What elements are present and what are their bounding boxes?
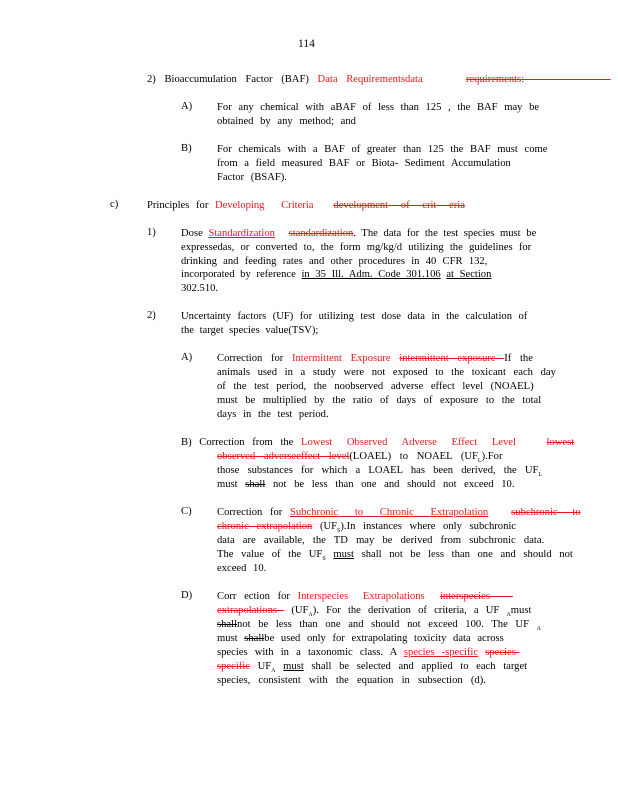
- c2b-line-4: [217, 478, 514, 492]
- c2d-subscript-2: A: [506, 612, 511, 619]
- c2d-line-4: [217, 632, 504, 646]
- c2b-deleted-4: shall: [245, 479, 266, 490]
- c2c-text-4a: The value of the UF: [217, 549, 323, 560]
- c2c-line-4: [217, 548, 573, 567]
- c2a-text-b: If the: [504, 353, 533, 364]
- c2c-line-1: [217, 506, 581, 520]
- c2d-text-2d: must: [510, 605, 532, 616]
- c2b-subscript: L: [477, 458, 482, 465]
- c2c-text-2c: ).In instances where only subchronic: [340, 521, 517, 532]
- c2d-text-4a: must: [217, 633, 238, 644]
- c1-line-4-b: at Section: [446, 269, 492, 280]
- c2b-text-2c: ).For: [481, 451, 503, 462]
- c2a-line-1: [217, 352, 533, 366]
- c1-text-a: Dose: [181, 228, 203, 239]
- c2d-text-5a: species with in a taxonomic class. A: [217, 647, 397, 658]
- c2d-line-1: [217, 590, 513, 604]
- c2c-inserted: Subchronic to Chronic Extrapolation: [289, 507, 489, 518]
- c2a-inserted: Intermittent Exposure: [291, 353, 391, 364]
- c2d-deleted-6: specific: [217, 661, 250, 672]
- c2b-text-3: those substances for which a LOAEL has been derived, the UF: [217, 465, 539, 476]
- c2d-text-4b: be used only for extrapolating toxicity data across: [264, 633, 504, 644]
- c2b-deleted-2: observed adverseeffect level: [217, 451, 350, 462]
- page-number: 114: [298, 38, 315, 50]
- c2a-line-2: animals used in a study were not exposed to the toxicant each day: [217, 367, 556, 378]
- c2c-marker: C): [181, 506, 192, 517]
- item-2a-line-1: For any chemical with aBAF of less than 125 , the BAF may be: [217, 102, 540, 113]
- c2a-text-a: Correction for: [217, 353, 284, 364]
- c2b-text-4b: not be less than one and should not exceed 10.: [272, 479, 515, 490]
- c1-inserted: Standardization: [208, 228, 275, 239]
- section-c-text: Principles for: [147, 200, 209, 211]
- c2c-text-a: Correction for: [217, 507, 283, 518]
- section-c-deleted: development of crit eria: [333, 200, 465, 211]
- c2d-deleted: interspecies: [439, 591, 490, 602]
- item-2-deleted-text: requirements:: [465, 74, 525, 85]
- c2a-line-5: days in the test period.: [217, 409, 329, 420]
- c1-line-5: 302.510.: [181, 283, 219, 294]
- c2c-text-2b: (UF: [319, 521, 338, 532]
- c2d-subscript-6: A: [271, 668, 276, 675]
- c2c-deleted: subchronic to: [511, 507, 581, 518]
- c2c-line-5: exceed 10.: [217, 563, 267, 574]
- c2d-inserted-5: species -specific: [403, 647, 479, 658]
- c2b-text-a: Correction from the: [199, 437, 294, 448]
- item-2-heading: [147, 73, 611, 87]
- c2d-line-5: [217, 646, 519, 660]
- c2d-text-6b: UF: [257, 661, 272, 672]
- c2c-text-4b: shall not be less than one and should not: [361, 549, 573, 560]
- c2d-marker: D): [181, 590, 193, 601]
- c2d-line-7: species, consistent with the equation in subsection (d).: [217, 675, 486, 686]
- c2d-inserted: Interspecies Extrapolations: [297, 591, 425, 602]
- section-c-heading: [147, 199, 465, 213]
- c2b-subscript-3: L: [538, 472, 543, 479]
- c2a-marker: A): [181, 352, 193, 363]
- c1-line-1: [181, 227, 536, 241]
- c2c-subscript-4: S: [322, 556, 326, 563]
- c2c-subscript: S: [337, 528, 341, 535]
- c2d-deleted-2: extrapolations: [217, 605, 278, 616]
- item-2b-line-1: For chemicals with a BAF of greater than 125 the BAF must come: [217, 144, 548, 155]
- c1-line-2: expressedas, or converted to, the form mg/kg/d utilizing the guidelines for: [181, 242, 532, 253]
- item-2a-line-2: obtained by any method; and: [217, 116, 356, 127]
- c2d-text-3: not be less than one and should not exceed 100. The UF: [237, 619, 529, 630]
- c2c-line-3: data are available, the TD may be derived from subchronic data.: [217, 535, 545, 546]
- c2b-text-4a: must: [217, 479, 238, 490]
- c1-marker: 1): [147, 227, 156, 238]
- c2a-deleted: intermittent exposure: [399, 353, 496, 364]
- c1-line-4: [181, 268, 491, 282]
- c2b-line-1: [181, 436, 574, 450]
- c2b-inserted: Lowest Observed Adverse Effect Level: [301, 437, 516, 448]
- item-2b-marker: B): [181, 143, 192, 154]
- c2d-text-2b: (UF: [291, 605, 309, 616]
- c2d-deleted-3: shall: [217, 619, 238, 630]
- c1-line-3: drinking and feeding rates and other procedures in 40 CFR 132,: [181, 256, 488, 267]
- c2d-text-6c: shall be selected and applied to each target: [311, 661, 528, 672]
- c2c-underlined-4: must: [333, 549, 354, 560]
- c2-line-1: Uncertainty factors (UF) for utilizing test dose data in the calculation of: [181, 311, 528, 322]
- c2a-line-4: must be multiplied by the ratio of days of exposure to the total: [217, 395, 542, 406]
- section-c-marker: c): [110, 199, 119, 210]
- c2d-deleted-4: shall: [244, 633, 265, 644]
- item-2-text: Bioaccumulation Factor (BAF): [164, 74, 309, 85]
- c2-marker: 2): [147, 310, 156, 321]
- c2d-subscript: A: [308, 612, 313, 619]
- c2b-marker: B): [181, 437, 192, 448]
- c2b-text-2: (LOAEL) to NOAEL (UF: [349, 451, 478, 462]
- c2-line-2: the target species value(TSV);: [181, 325, 319, 336]
- c2d-underlined-6: must: [283, 661, 304, 672]
- c2c-deleted-2: chronic extrapolation: [217, 521, 313, 532]
- c2b-deleted: lowest: [546, 437, 575, 448]
- c1-deleted: standardization: [288, 228, 354, 239]
- item-2b-line-3: Factor (BSAF).: [217, 172, 287, 183]
- section-c-inserted: Developing Criteria: [215, 200, 314, 211]
- item-2a-marker: A): [181, 101, 193, 112]
- c2a-line-3: of the test period, the noobserved adverse effect level (NOAEL): [217, 381, 534, 392]
- c1-line-4-underlined: in 35 Ill. Adm. Code 301.106: [301, 269, 441, 280]
- c1-line-4-a: incorporated by reference: [181, 269, 296, 280]
- item-2b-line-2: from a field measured BAF or Biota- Sediment Accumulation: [217, 158, 511, 169]
- c2d-deleted-5: species-: [485, 647, 520, 658]
- c2d-subscript-3: A: [536, 626, 541, 633]
- c2d-text-a: Corr ection for: [217, 591, 290, 602]
- item-2-marker: 2): [147, 74, 156, 85]
- c2d-text-2c: ). For the derivation of criteria, a UF: [312, 605, 500, 616]
- c1-text-b: . The data for the test species must be: [353, 228, 537, 239]
- item-2-inserted-text: Data Requirementsdata: [317, 74, 423, 85]
